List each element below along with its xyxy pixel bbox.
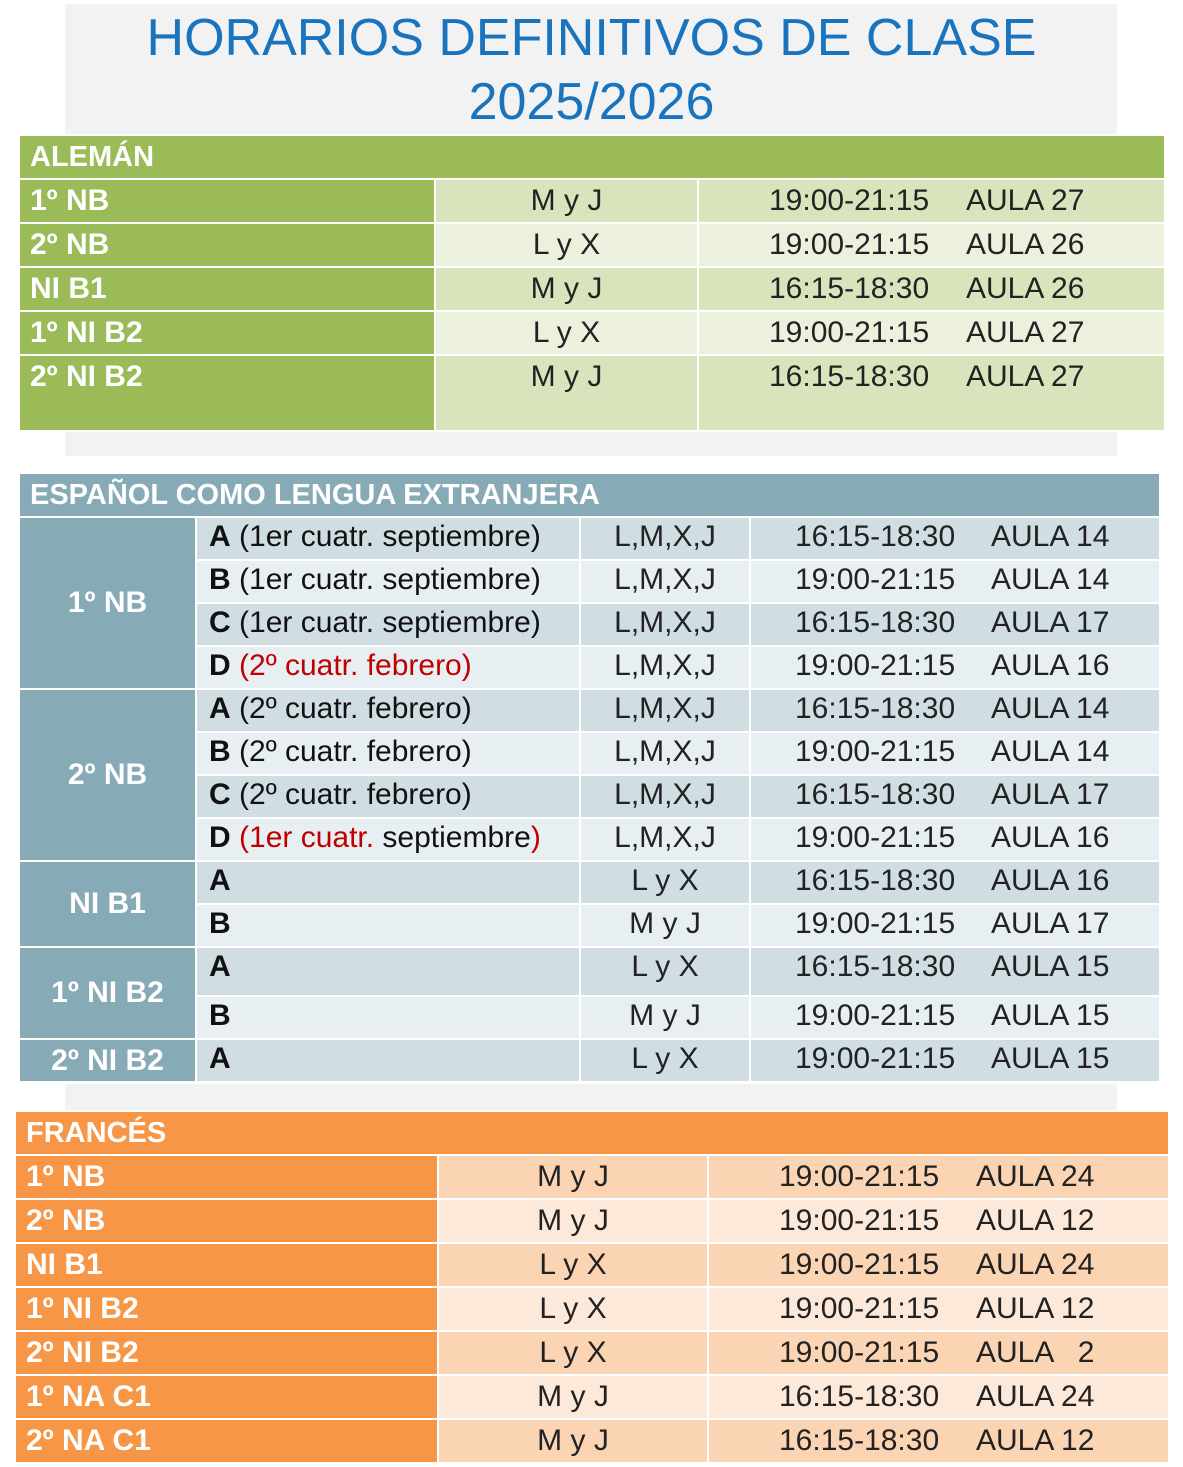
- time-room-cell: [698, 311, 1165, 355]
- days-cell: L,M,X,J: [580, 775, 750, 818]
- time-value: 16:15-18:30: [779, 1380, 940, 1413]
- group-letter: A: [209, 864, 231, 897]
- level-label: NI B1: [19, 267, 435, 311]
- time-room-cell: [750, 646, 1160, 689]
- level-label: 1º NB: [19, 179, 435, 223]
- time-value: 16:15-18:30: [795, 778, 956, 811]
- room-value: AULA 14: [991, 735, 1110, 768]
- room-value: AULA 15: [991, 950, 1110, 983]
- days-cell: L,M,X,J: [580, 603, 750, 646]
- time-room-cell: [750, 861, 1160, 904]
- espanol-header: ESPAÑOL COMO LENGUA EXTRANJERA: [19, 473, 1160, 517]
- table-row: [15, 1419, 1169, 1463]
- time-value: 19:00-21:15: [795, 1042, 956, 1075]
- room-value: AULA 15: [991, 1042, 1110, 1075]
- table-row: [15, 1155, 1169, 1199]
- table-row: [19, 947, 1160, 996]
- days-cell: L,M,X,J: [580, 818, 750, 861]
- table-row: [19, 861, 1160, 904]
- group-note: (2º cuatr. febrero): [239, 735, 472, 768]
- days-cell: M y J: [435, 179, 698, 223]
- days-cell: L y X: [438, 1331, 708, 1375]
- table-row: [19, 311, 1165, 355]
- time-room-cell: [750, 947, 1160, 996]
- time-room-cell: [698, 223, 1165, 267]
- level-label: NI B1: [19, 861, 196, 947]
- days-cell: M y J: [438, 1155, 708, 1199]
- time-value: 19:00-21:15: [769, 228, 930, 261]
- group-note-rest: septiembre: [374, 821, 531, 854]
- group-letter: A: [209, 1042, 231, 1075]
- level-label: 2º NI B2: [19, 1039, 196, 1082]
- aleman-header: ALEMÁN: [19, 135, 1165, 179]
- group-cell: [196, 775, 580, 818]
- group-cell: [196, 517, 580, 560]
- group-cell: [196, 947, 580, 996]
- days-cell: M y J: [580, 996, 750, 1039]
- group-note: (1er cuatr. septiembre): [239, 563, 541, 596]
- time-room-cell: [708, 1375, 1169, 1419]
- group-letter: D: [209, 649, 231, 682]
- group-note-red: (1er cuatr.: [239, 821, 375, 854]
- table-row: [19, 689, 1160, 732]
- time-room-cell: [708, 1243, 1169, 1287]
- room-value: AULA 27: [966, 316, 1085, 349]
- days-cell: M y J: [438, 1199, 708, 1243]
- room-value: AULA 16: [991, 649, 1110, 682]
- table-row: [15, 1375, 1169, 1419]
- frances-header: FRANCÉS: [15, 1111, 1169, 1155]
- time-room-cell: [750, 517, 1160, 560]
- group-letter: B: [209, 735, 231, 768]
- days-cell: L y X: [580, 861, 750, 904]
- level-label: NI B1: [15, 1243, 438, 1287]
- time-value: 19:00-21:15: [795, 735, 956, 768]
- time-value: 16:15-18:30: [769, 360, 930, 393]
- time-value: 19:00-21:15: [779, 1248, 940, 1281]
- time-value: 19:00-21:15: [795, 649, 956, 682]
- page-title: [0, 6, 1183, 134]
- time-room-cell: [708, 1287, 1169, 1331]
- room-value: AULA 2: [976, 1336, 1095, 1369]
- days-cell: M y J: [435, 267, 698, 311]
- frances-schedule-table: [14, 1110, 1170, 1464]
- group-letter: C: [209, 778, 231, 811]
- group-cell: [196, 603, 580, 646]
- group-letter: A: [209, 520, 231, 553]
- table-row: [15, 1331, 1169, 1375]
- group-cell: [196, 1039, 580, 1082]
- days-cell: M y J: [438, 1419, 708, 1463]
- group-note: (2º cuatr. febrero): [239, 649, 472, 682]
- time-room-cell: [750, 560, 1160, 603]
- time-room-cell: [750, 996, 1160, 1039]
- days-cell: L y X: [438, 1243, 708, 1287]
- group-note-end: ): [530, 821, 541, 854]
- days-cell: L,M,X,J: [580, 732, 750, 775]
- aleman-schedule-table: [18, 134, 1166, 432]
- group-letter: D: [209, 821, 231, 854]
- room-value: AULA 12: [976, 1292, 1095, 1325]
- group-note: (1er cuatr. septiembre): [239, 520, 541, 553]
- table-row: [19, 267, 1165, 311]
- time-room-cell: [698, 267, 1165, 311]
- time-room-cell: [750, 603, 1160, 646]
- room-value: AULA 14: [991, 563, 1110, 596]
- time-value: 19:00-21:15: [779, 1204, 940, 1237]
- level-label: 2º NB: [19, 689, 196, 861]
- time-value: 16:15-18:30: [779, 1424, 940, 1457]
- room-value: AULA 15: [991, 999, 1110, 1032]
- table-row: [19, 517, 1160, 560]
- time-room-cell: [708, 1331, 1169, 1375]
- level-label: 2º NI B2: [19, 355, 435, 431]
- time-value: 19:00-21:15: [779, 1160, 940, 1193]
- group-note: (2º cuatr. febrero): [239, 778, 472, 811]
- espanol-schedule-table: [18, 472, 1161, 1083]
- level-label: 2º NB: [19, 223, 435, 267]
- days-cell: L y X: [580, 1039, 750, 1082]
- time-room-cell: [750, 1039, 1160, 1082]
- time-value: 19:00-21:15: [795, 563, 956, 596]
- days-cell: L,M,X,J: [580, 689, 750, 732]
- time-value: 19:00-21:15: [769, 316, 930, 349]
- room-value: AULA 17: [991, 907, 1110, 940]
- group-note: (2º cuatr. febrero): [239, 692, 472, 725]
- days-cell: M y J: [435, 355, 698, 431]
- time-value: 16:15-18:30: [795, 606, 956, 639]
- group-letter: B: [209, 907, 231, 940]
- room-value: AULA 14: [991, 520, 1110, 553]
- table-row: [19, 223, 1165, 267]
- room-value: AULA 12: [976, 1424, 1095, 1457]
- room-value: AULA 27: [966, 360, 1085, 393]
- room-value: AULA 26: [966, 228, 1085, 261]
- room-value: AULA 26: [966, 272, 1085, 305]
- time-room-cell: [750, 904, 1160, 947]
- group-cell: [196, 996, 580, 1039]
- room-value: AULA 16: [991, 864, 1110, 897]
- time-value: 16:15-18:30: [795, 692, 956, 725]
- group-letter: A: [209, 692, 231, 725]
- table-row: [15, 1287, 1169, 1331]
- table-row: [15, 1199, 1169, 1243]
- time-value: 19:00-21:15: [779, 1292, 940, 1325]
- time-room-cell: [750, 689, 1160, 732]
- group-note: (1er cuatr. septiembre): [239, 606, 541, 639]
- room-value: AULA 24: [976, 1380, 1095, 1413]
- group-cell: [196, 732, 580, 775]
- group-letter: B: [209, 563, 231, 596]
- level-label: 2º NA C1: [15, 1419, 438, 1463]
- time-value: 19:00-21:15: [769, 184, 930, 217]
- group-cell: [196, 689, 580, 732]
- level-label: 1º NB: [15, 1155, 438, 1199]
- time-value: 19:00-21:15: [795, 821, 956, 854]
- group-cell: [196, 818, 580, 861]
- time-value: 16:15-18:30: [769, 272, 930, 305]
- time-room-cell: [708, 1419, 1169, 1463]
- table-row: [19, 355, 1165, 431]
- level-label: 1º NB: [19, 517, 196, 689]
- level-label: 2º NB: [15, 1199, 438, 1243]
- room-value: AULA 16: [991, 821, 1110, 854]
- days-cell: M y J: [438, 1375, 708, 1419]
- time-room-cell: [698, 355, 1165, 431]
- time-value: 19:00-21:15: [779, 1336, 940, 1369]
- room-value: AULA 12: [976, 1204, 1095, 1237]
- days-cell: L,M,X,J: [580, 646, 750, 689]
- days-cell: L y X: [438, 1287, 708, 1331]
- room-value: AULA 17: [991, 778, 1110, 811]
- time-room-cell: [750, 775, 1160, 818]
- time-value: 19:00-21:15: [795, 999, 956, 1032]
- days-cell: M y J: [580, 904, 750, 947]
- table-row: [19, 1039, 1160, 1082]
- time-room-cell: [708, 1199, 1169, 1243]
- days-cell: L,M,X,J: [580, 560, 750, 603]
- group-cell: [196, 904, 580, 947]
- page-title-line1: HORARIOS DEFINITIVOS DE CLASE: [146, 9, 1037, 67]
- group-letter: B: [209, 999, 231, 1032]
- page-title-line2: 2025/2026: [468, 73, 715, 131]
- room-value: AULA 14: [991, 692, 1110, 725]
- days-cell: L y X: [435, 223, 698, 267]
- time-room-cell: [708, 1155, 1169, 1199]
- table-row: [19, 179, 1165, 223]
- table-row: [15, 1243, 1169, 1287]
- group-letter: A: [209, 950, 231, 983]
- room-value: AULA 24: [976, 1248, 1095, 1281]
- group-letter: C: [209, 606, 231, 639]
- level-label: 1º NI B2: [19, 311, 435, 355]
- level-label: 1º NI B2: [15, 1287, 438, 1331]
- days-cell: L y X: [435, 311, 698, 355]
- room-value: AULA 17: [991, 606, 1110, 639]
- time-value: 16:15-18:30: [795, 520, 956, 553]
- group-cell: [196, 560, 580, 603]
- time-value: 16:15-18:30: [795, 950, 956, 983]
- level-label: 1º NI B2: [19, 947, 196, 1039]
- room-value: AULA 27: [966, 184, 1085, 217]
- group-cell: [196, 646, 580, 689]
- group-cell: [196, 861, 580, 904]
- time-room-cell: [698, 179, 1165, 223]
- time-value: 16:15-18:30: [795, 864, 956, 897]
- level-label: 1º NA C1: [15, 1375, 438, 1419]
- time-room-cell: [750, 818, 1160, 861]
- level-label: 2º NI B2: [15, 1331, 438, 1375]
- time-value: 19:00-21:15: [795, 907, 956, 940]
- days-cell: L,M,X,J: [580, 517, 750, 560]
- room-value: AULA 24: [976, 1160, 1095, 1193]
- time-room-cell: [750, 732, 1160, 775]
- days-cell: L y X: [580, 947, 750, 996]
